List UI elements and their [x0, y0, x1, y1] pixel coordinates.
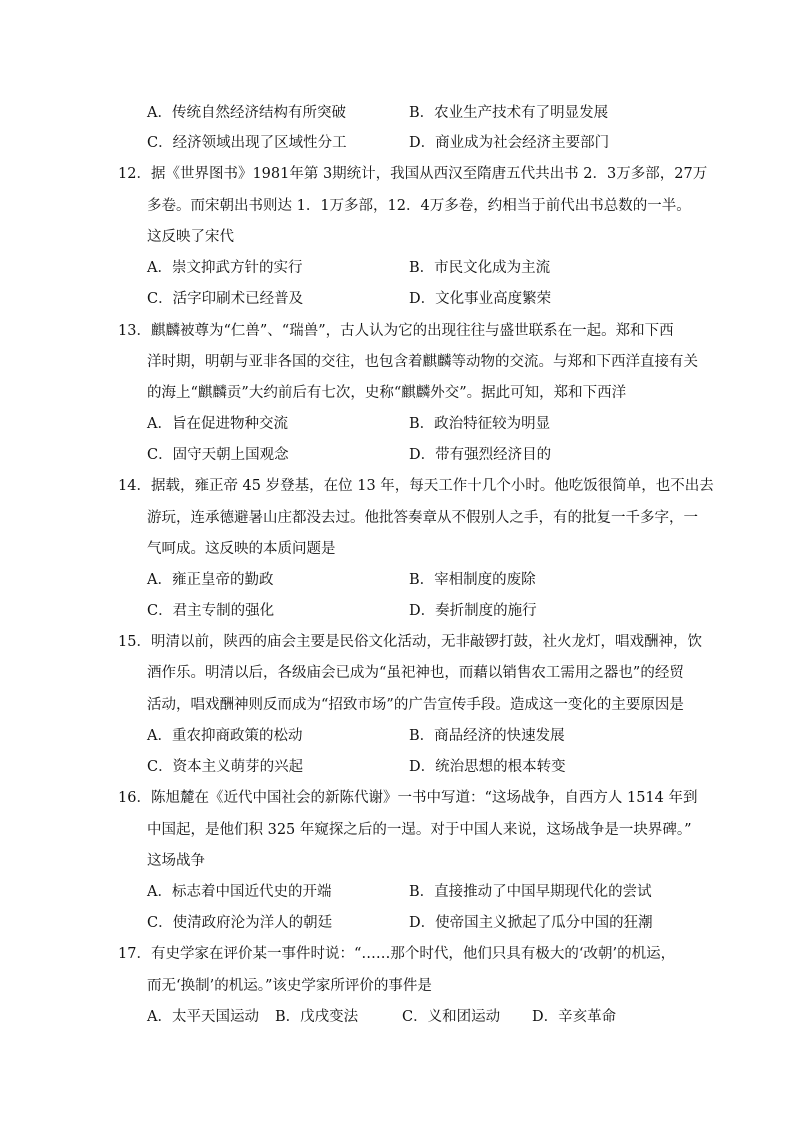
q12-option-d[interactable]: D．文化事业高度繁荣 — [409, 291, 552, 307]
q16-options-row1 — [147, 881, 707, 903]
q14-option-b[interactable]: B．宰相制度的废除 — [409, 572, 536, 588]
q14-options-row1 — [147, 569, 707, 591]
q16-stem-line2: 中国起，是他们积 325 年窥探之后的一逞。对于中国人来说，这场战争是一块界碑。” — [147, 822, 692, 838]
q11-options-row1 — [147, 102, 707, 124]
q13-option-d[interactable]: D．带有强烈经济目的 — [409, 447, 552, 463]
q12-option-a[interactable]: A．崇文抑武方针的实行 — [147, 260, 303, 276]
q16-options-row2 — [147, 912, 707, 934]
q11-option-d[interactable]: D．商业成为社会经济主要部门 — [409, 135, 610, 151]
q15-option-c[interactable]: C．资本主义萌芽的兴起 — [147, 759, 304, 775]
q14-stem-line2: 游玩，连承德避暑山庄都没去过。他批答奏章从不假别人之手，有的批复一千多字，一 — [147, 510, 698, 526]
q15-options-row2 — [147, 756, 707, 778]
q14-option-a[interactable]: A．雍正皇帝的勤政 — [147, 572, 274, 588]
q17-option-d[interactable]: D．辛亥革命 — [532, 1009, 617, 1025]
q15-stem-line1: 15．明清以前，陕西的庙会主要是民俗文化活动，无非敲锣打鼓，社火龙灯，唱戏酬神，饮 — [118, 634, 702, 650]
q13-options-row1 — [147, 413, 707, 435]
q13-option-c[interactable]: C．固守天朝上国观念 — [147, 447, 289, 463]
q13-stem-line2: 洋时期，明朝与亚非各国的交往，也包含着麒麟等动物的交流。与郑和下西洋直接有关 — [147, 354, 698, 370]
q13-stem-line1: 13．麒麟被尊为“仁兽”、“瑞兽”，古人认为它的出现往往与盛世联系在一起。郑和下西 — [118, 323, 674, 339]
q11-options-row2 — [147, 132, 707, 154]
q15-option-b[interactable]: B．商品经济的快速发展 — [409, 728, 565, 744]
q16-option-c[interactable]: C．使清政府沦为洋人的朝廷 — [147, 915, 333, 931]
q11-option-a[interactable]: A．传统自然经济结构有所突破 — [147, 105, 346, 121]
q17-option-a[interactable]: A．太平天国运动 — [147, 1009, 259, 1025]
q17-stem-line2: 而无‘换制’的机运。”该史学家所评价的事件是 — [147, 978, 432, 994]
q14-option-d[interactable]: D．奏折制度的施行 — [409, 603, 537, 619]
q16-option-a[interactable]: A．标志着中国近代史的开端 — [147, 884, 332, 900]
q11-option-c[interactable]: C．经济领域出现了区域性分工 — [147, 135, 347, 151]
q13-options-row2 — [147, 444, 707, 466]
q15-stem-line2: 酒作乐。明清以后，各级庙会已成为“虽祀神也，而藉以销售农工需用之器也”的经贸 — [147, 665, 684, 681]
q12-option-b[interactable]: B．市民文化成为主流 — [409, 260, 551, 276]
q12-stem-line2: 多卷。而宋朝出书则达 1．1万多部，12．4万多卷，约相当于前代出书总数的一半。 — [147, 198, 691, 214]
q14-stem-line3: 气呵成。这反映的本质问题是 — [147, 541, 336, 557]
q12-options-row1 — [147, 257, 707, 279]
q17-options-row — [147, 1006, 707, 1028]
q14-stem-line1: 14．据载，雍正帝 45 岁登基，在位 13 年，每天工作十几个小时。他吃饭很简单，也不出去 — [118, 478, 714, 494]
q17-option-c[interactable]: C．义和团运动 — [402, 1009, 501, 1025]
q15-options-row1 — [147, 725, 707, 747]
q14-option-c[interactable]: C．君主专制的强化 — [147, 603, 275, 619]
q12-stem-line3: 这反映了宋代 — [147, 229, 234, 245]
q14-options-row2 — [147, 600, 707, 622]
q16-stem-line3: 这场战争 — [147, 853, 205, 869]
q15-stem-line3: 活动，唱戏酬神则反而成为“招致市场”的广告宣传手段。造成这一变化的主要原因是 — [147, 697, 684, 713]
q12-options-row2 — [147, 288, 707, 310]
q12-option-c[interactable]: C．活字印刷术已经普及 — [147, 291, 304, 307]
q15-option-a[interactable]: A．重农抑商政策的松动 — [147, 728, 303, 744]
q17-option-b[interactable]: B．戊戌变法 — [275, 1009, 359, 1025]
q16-option-b[interactable]: B．直接推动了中国早期现代化的尝试 — [409, 884, 652, 900]
q13-stem-line3: 的海上“麒麟贡”大约前后有七次，史称“麒麟外交”。据此可知，郑和下西洋 — [147, 385, 627, 401]
q11-option-b[interactable]: B．农业生产技术有了明显发展 — [409, 105, 609, 121]
q17-stem-line1: 17．有史学家在评价某一事件时说：“……那个时代，他们只具有极大的‘改朝’的机运， — [118, 946, 676, 962]
q13-option-a[interactable]: A．旨在促进物种交流 — [147, 416, 288, 432]
q16-option-d[interactable]: D．使帝国主义掀起了瓜分中国的狂潮 — [409, 915, 653, 931]
q15-option-d[interactable]: D．统治思想的根本转变 — [409, 759, 566, 775]
q12-stem-line1: 12．据《世界图书》1981年第 3期统计，我国从西汉至隋唐五代共出书 2．3万多部，27万 — [118, 166, 708, 182]
q16-stem-line1: 16．陈旭麓在《近代中国社会的新陈代谢》一书中写道：“这场战争，自西方人 1514 年到 — [118, 790, 698, 806]
q13-option-b[interactable]: B．政治特征较为明显 — [409, 416, 551, 432]
